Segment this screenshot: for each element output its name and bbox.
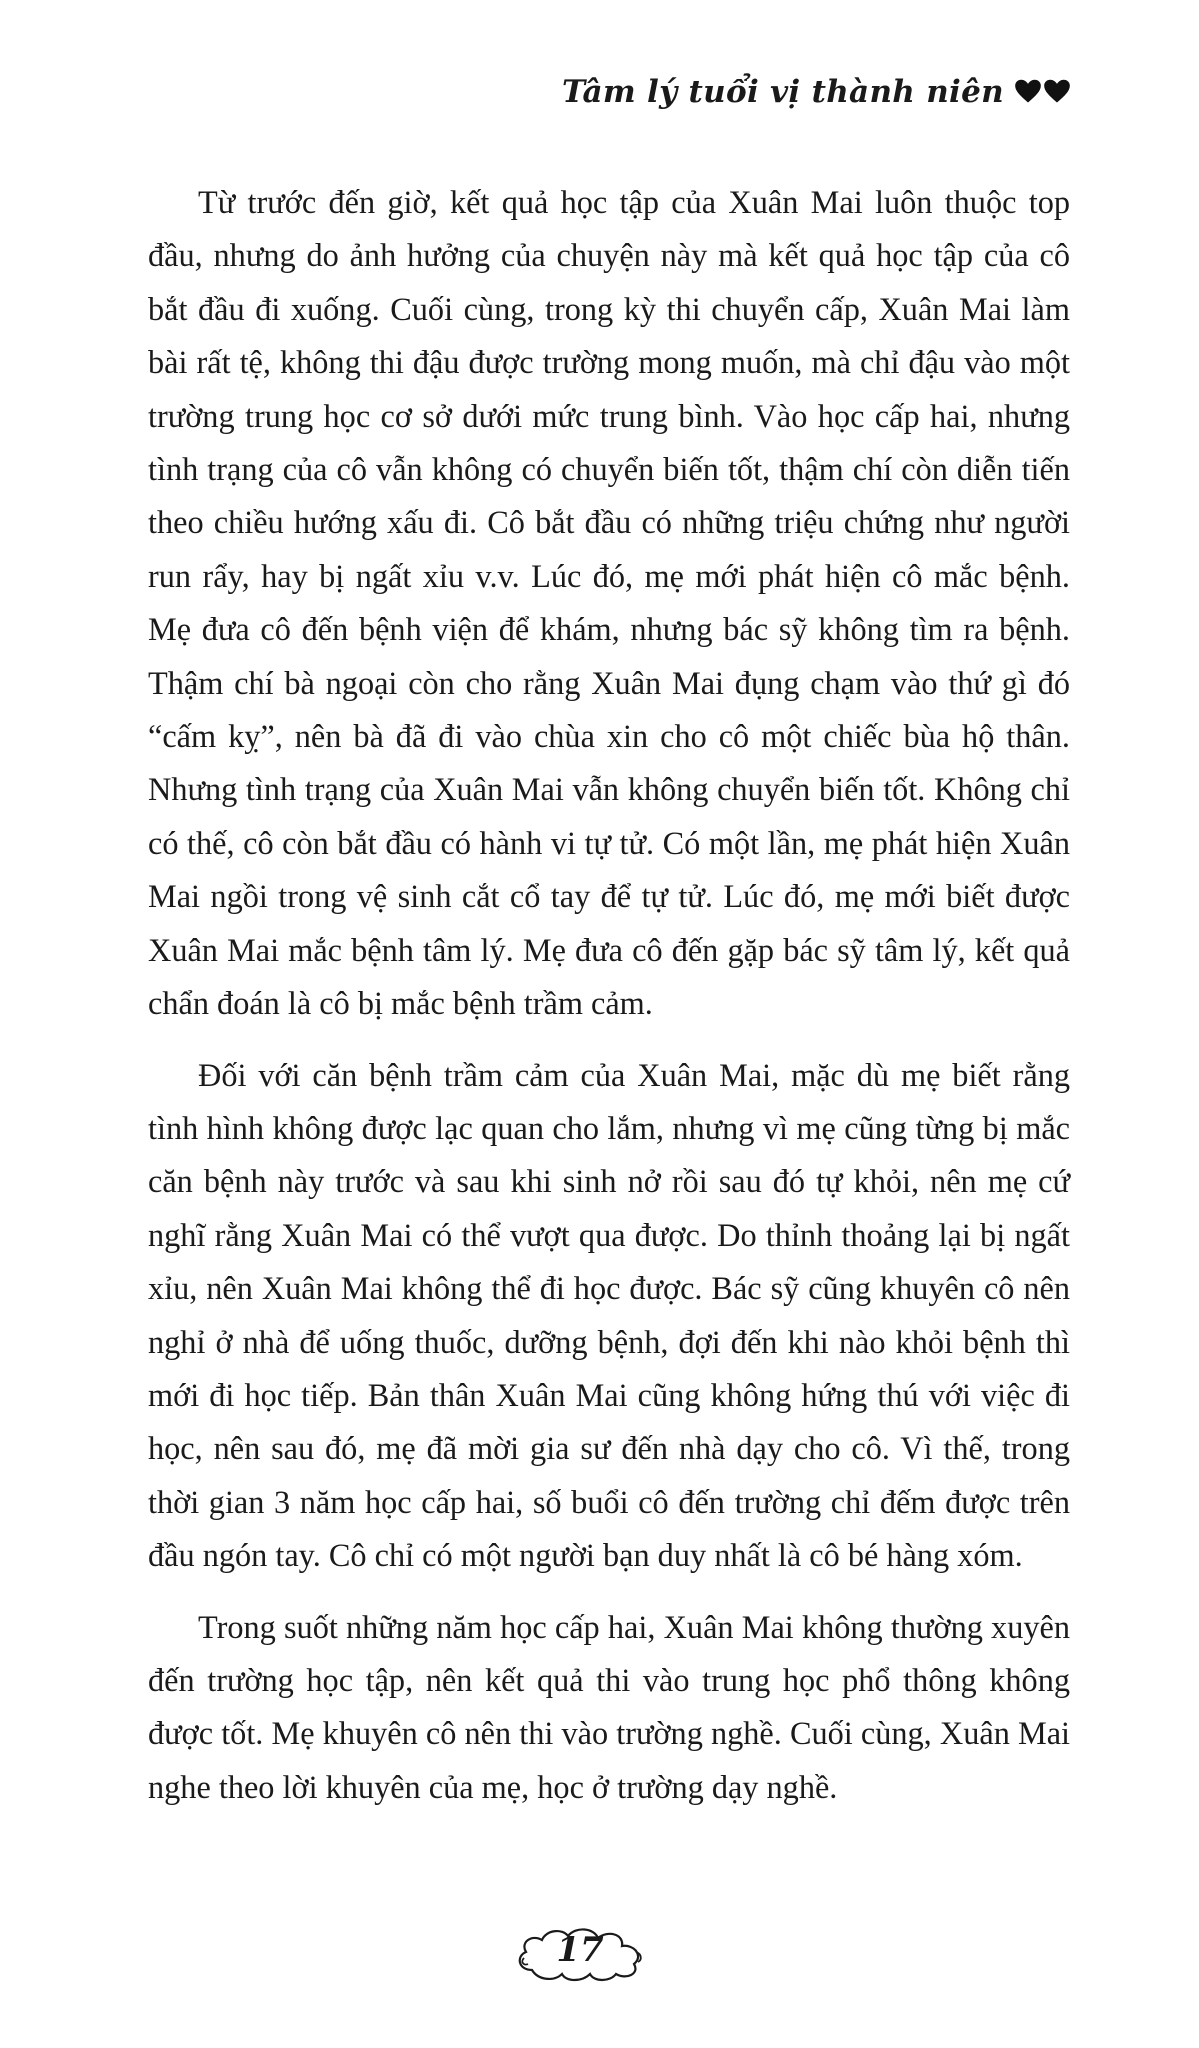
heart-icon xyxy=(1043,78,1071,106)
page-number: 17 xyxy=(556,1930,604,1970)
page-body xyxy=(148,176,1070,1832)
paragraph: Từ trước đến giờ, kết quả học tập của Xuân Mai luôn thuộc top đầu, nhưng do ảnh hưởng của chuyện này mà kết quả học tập của cô bắt đầu đi xuống. Cuối cùng, trong kỳ thi chuyển cấp, Xuân Mai làm bài rất tệ, không thi đậu được trường mong muốn, mà chỉ đậu vào một trường trung học cơ sở dưới mức trung bình. Vào học cấp hai, nhưng tình trạng của cô vẫn không có chuyển biến tốt, thậm chí còn diễn tiến theo chiều hướng xấu đi. Cô bắt đầu có những triệu chứng như người run rẩy, hay bị ngất xỉu v.v. Lúc đó, mẹ mới phát hiện cô mắc bệnh. Mẹ đưa cô đến bệnh viện để khám, nhưng bác sỹ không tìm ra bệnh. Thậm chí bà ngoại còn cho rằng Xuân Mai đụng chạm vào thứ gì đó “cấm kỵ”, nên bà đã đi vào chùa xin cho cô một chiếc bùa hộ thân. Nhưng tình trạng của Xuân Mai vẫn không chuyển biến tốt. Không chỉ có thế, cô còn bắt đầu có hành vi tự tử. Có một lần, mẹ phát hiện Xuân Mai ngồi trong vệ sinh cắt cổ tay để tự tử. Lúc đó, mẹ mới biết được Xuân Mai mắc bệnh tâm lý. Mẹ đưa cô đến gặp bác sỹ tâm lý, kết quả chẩn đoán là cô bị mắc bệnh trầm cảm. xyxy=(148,184,1070,1022)
running-header xyxy=(562,74,1071,110)
two-hearts-icon xyxy=(1014,78,1071,106)
page-number-badge xyxy=(510,1922,650,1984)
book-title-header: Tâm lý tuổi vị thành niên xyxy=(562,74,1004,110)
paragraph: Đối với căn bệnh trầm cảm của Xuân Mai, mặc dù mẹ biết rằng tình hình không được lạc quan cho lắm, nhưng vì mẹ cũng từng bị mắc căn bệnh này trước và sau khi sinh nở rồi sau đó tự khỏi, nên mẹ cứ nghĩ rằng Xuân Mai có thể vượt qua được. Do thỉnh thoảng lại bị ngất xỉu, nên Xuân Mai không thể đi học được. Bác sỹ cũng khuyên cô nên nghỉ ở nhà để uống thuốc, dưỡng bệnh, đợi đến khi nào khỏi bệnh thì mới đi học tiếp. Bản thân Xuân Mai cũng không hứng thú với việc đi học, nên sau đó, mẹ đã mời gia sư đến nhà dạy cho cô. Vì thế, trong thời gian 3 năm học cấp hai, số buổi cô đến trường chỉ đếm được trên đầu ngón tay. Cô chỉ có một người bạn duy nhất là cô bé hàng xóm. xyxy=(148,1056,1070,1574)
paragraph: Trong suốt những năm học cấp hai, Xuân Mai không thường xuyên đến trường học tập, nên kết quả thi vào trung học phổ thông không được tốt. Mẹ khuyên cô nên thi vào trường nghề. Cuối cùng, Xuân Mai nghe theo lời khuyên của mẹ, học ở trường dạy nghề. xyxy=(148,1608,1070,1805)
heart-icon xyxy=(1014,78,1042,106)
